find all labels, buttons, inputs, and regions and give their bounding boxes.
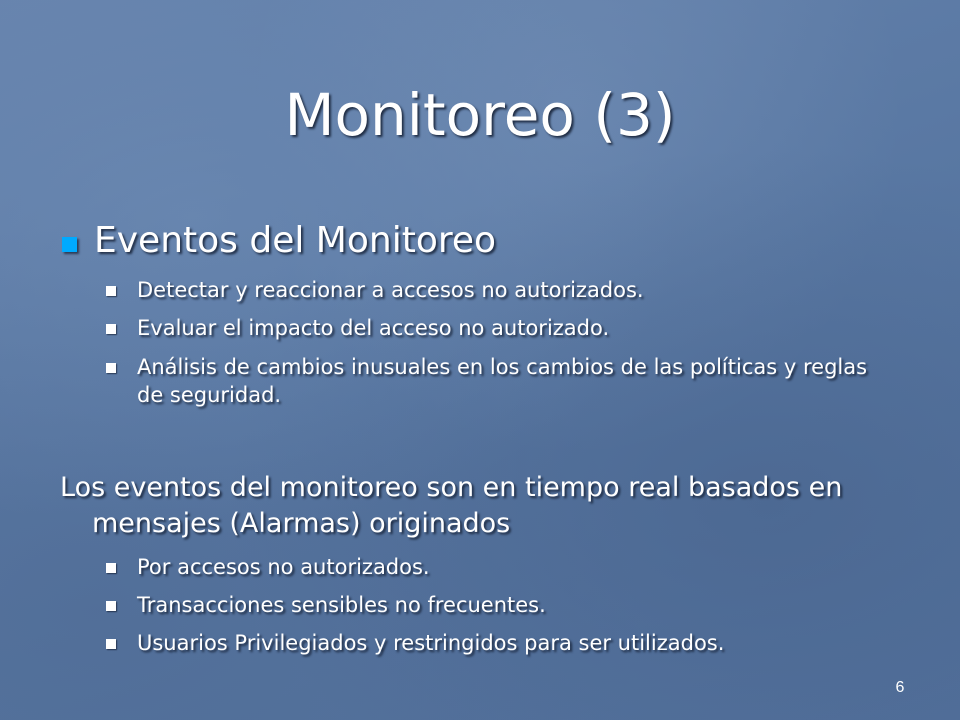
page-number: 6 bbox=[895, 679, 905, 696]
square-bullet-icon bbox=[106, 286, 116, 296]
square-bullet-icon bbox=[106, 563, 116, 573]
list-item-text: Análisis de cambios inusuales en los cambios de las políticas y reglas de seguridad. bbox=[137, 355, 868, 407]
list-item-text: Detectar y reaccionar a accesos no autorizados. bbox=[137, 278, 644, 302]
body-paragraph: Los eventos del monitoreo son en tiempo real basados en mensajes (Alarmas) originados bbox=[60, 472, 843, 539]
square-bullet-icon bbox=[106, 324, 116, 334]
slide-title: Monitoreo (3) bbox=[284, 81, 676, 149]
square-bullet-icon bbox=[106, 639, 116, 649]
list-item bbox=[106, 591, 886, 619]
list-item bbox=[106, 314, 886, 342]
list-item-text: Por accesos no autorizados. bbox=[137, 555, 430, 579]
list-item bbox=[106, 629, 886, 657]
list-item-text: Evaluar el impacto del acceso no autorizado. bbox=[137, 316, 610, 340]
list-item bbox=[106, 353, 886, 409]
square-bullet-icon bbox=[106, 363, 116, 373]
list-item bbox=[106, 553, 886, 581]
list-item-text: Usuarios Privilegiados y restringidos para ser utilizados. bbox=[137, 631, 725, 655]
main-bullet-icon bbox=[62, 237, 77, 252]
list-item-text: Transacciones sensibles no frecuentes. bbox=[137, 593, 546, 617]
section-heading: Eventos del Monitoreo bbox=[94, 220, 497, 261]
square-bullet-icon bbox=[106, 601, 116, 611]
list-item bbox=[106, 276, 886, 304]
